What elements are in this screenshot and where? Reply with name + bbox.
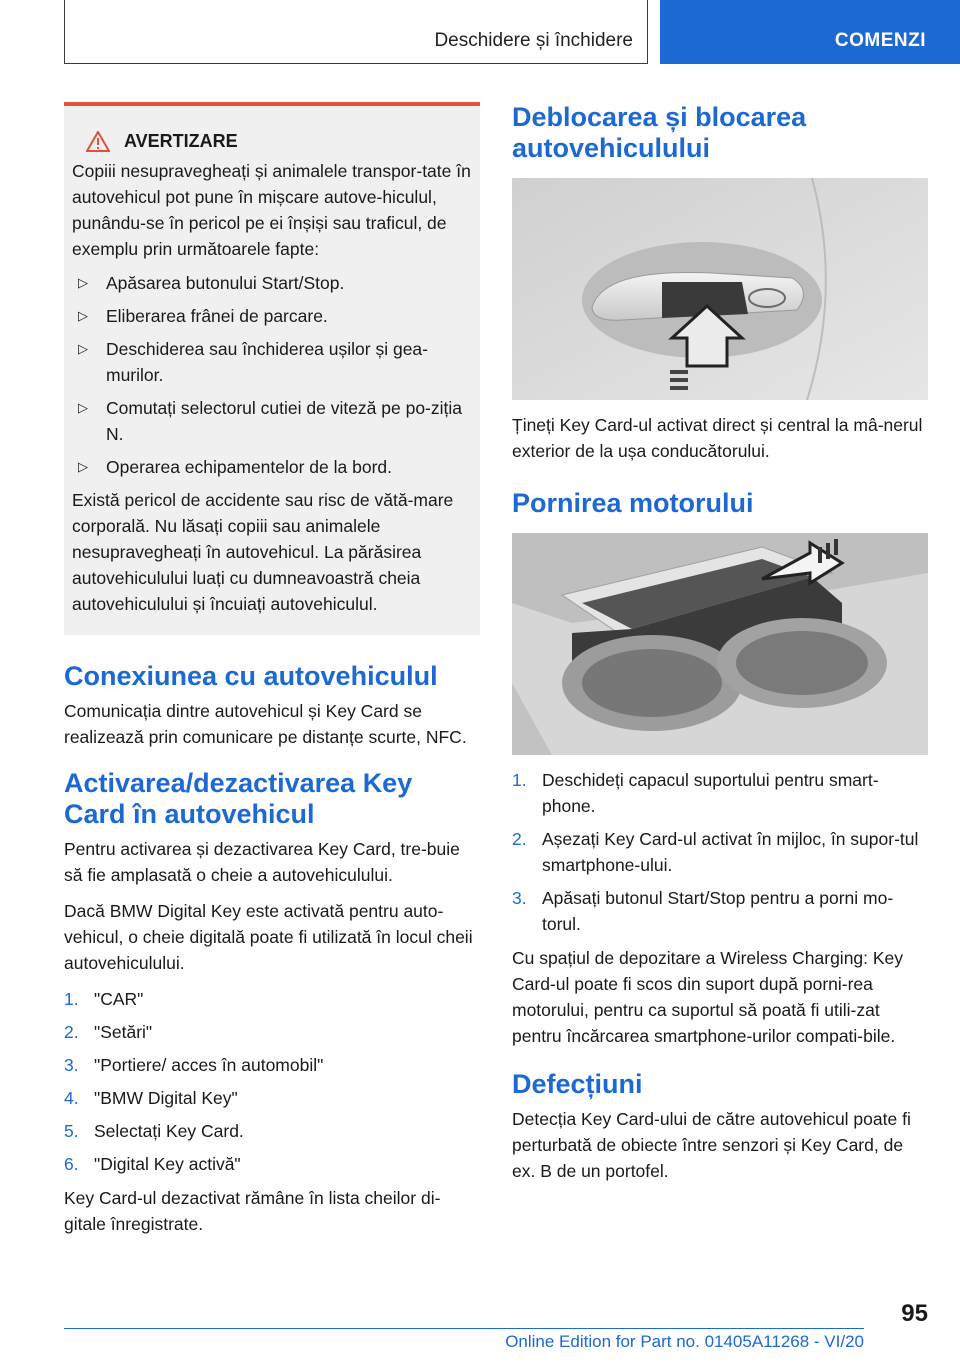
smartphone-holder-image — [512, 533, 928, 755]
header-section-box — [64, 0, 648, 64]
connection-heading: Conexiunea cu autovehiculul — [64, 661, 438, 691]
bullet-triangle-icon: ▷ — [78, 275, 88, 290]
warning-conclusion: Există pericol de accidente sau risc de vătă-mare corporală. Nu lăsați copiii sau animalele nesupravegheați în autovehicul. La părăsirea autovehiculului luați cu dumneavoastră cheia autovehiculului și încuiați autovehiculul. — [72, 490, 454, 614]
list-item: 6. "Digital Key activă" — [64, 1154, 241, 1174]
warning-box — [64, 102, 480, 635]
smartphone-holder-illustration — [512, 533, 928, 755]
door-handle-illustration — [512, 178, 928, 400]
warning-list — [72, 270, 472, 480]
unlock-caption: Țineți Key Card-ul activat direct și central la mâ-nerul exterior de la ușa conducătorului. — [512, 415, 923, 461]
bullet-triangle-icon: ▷ — [78, 400, 88, 415]
warning-triangle-icon — [86, 131, 110, 152]
door-handle-image — [512, 178, 928, 400]
right-column — [512, 102, 928, 1194]
start-steps — [512, 767, 928, 937]
start-after: Cu spațiul de depozitare a Wireless Charging: Key Card-ul poate fi scos din suport după porni-rea motorului, pentru ca suportul să poată fi utili-zat pentru încărcarea smartphone-urilor compati-bile. — [512, 948, 904, 1046]
activation-text-1: Pentru activarea și dezactivarea Key Card, tre-buie să fie amplasată o cheie a autovehiculului. — [64, 839, 460, 885]
header-chapter-box — [660, 0, 960, 64]
list-item: ▷ Eliberarea frânei de parcare. — [72, 303, 472, 329]
list-item: 2. "Setări" — [64, 1022, 153, 1042]
connection-text: Comunicația dintre autovehicul și Key Card se realizează prin comunicare pe distanțe scurte, NFC. — [64, 701, 467, 747]
list-item: ▷ Operarea echipamentelor de la bord. — [72, 454, 472, 480]
list-item: ▷ Apăsarea butonului Start/Stop. — [72, 270, 472, 296]
list-item: 1. "CAR" — [64, 989, 144, 1009]
list-item: ▷ Comutați selectorul cutiei de viteză pe po-ziția N. — [72, 395, 472, 447]
activation-heading: Activarea/dezactivarea Key Card în autovehicul — [64, 768, 413, 829]
bullet-triangle-icon: ▷ — [78, 459, 88, 474]
header-chapter-title: COMENZI — [834, 30, 926, 51]
page-number: 95 — [901, 1300, 928, 1327]
list-item: 3. Apăsați butonul Start/Stop pentru a porni mo-torul. — [512, 888, 894, 934]
header-section-title: Deschidere și închidere — [434, 30, 633, 51]
warning-intro: Copiii nesupravegheați și animalele transpor-tate în autovehicul pot pune în mișcare autove-hiculul, punându-se în pericol pe ei înșiși sau traficul, de exemplu prin următoarele fapte: — [72, 161, 471, 259]
list-item: 3. "Portiere/ acces în automobil" — [64, 1055, 324, 1075]
warning-title-text: AVERTIZARE — [124, 131, 238, 151]
activation-steps — [64, 986, 480, 1177]
list-item: 1. Deschideți capacul suportului pentru smart-phone. — [512, 770, 879, 816]
footer-edition: Online Edition for Part no. 01405A11268 - VI/20 — [505, 1332, 864, 1351]
left-column — [64, 102, 480, 1247]
activation-after: Key Card-ul dezactivat rămâne în lista cheilor di-gitale înregistrate. — [64, 1188, 441, 1234]
warning-title — [72, 128, 472, 154]
list-item: ▷ Deschiderea sau închiderea ușilor și gea-murilor. — [72, 336, 472, 388]
list-item: 5. Selectați Key Card. — [64, 1121, 244, 1141]
list-item: 4. "BMW Digital Key" — [64, 1088, 238, 1108]
activation-text-2: Dacă BMW Digital Key este activată pentru auto-vehicul, o cheie digitală poate fi utilizată în locul cheii autovehiculului. — [64, 901, 473, 973]
bullet-triangle-icon: ▷ — [78, 308, 88, 323]
defects-heading: Defecțiuni — [512, 1069, 643, 1099]
start-heading: Pornirea motorului — [512, 488, 754, 518]
defects-text: Detecția Key Card-ului de către autovehicul poate fi perturbată de obiecte între senzori și Key Card, de ex. B de un portofel. — [512, 1109, 911, 1181]
bullet-triangle-icon: ▷ — [78, 341, 88, 356]
list-item: 2. Așezați Key Card-ul activat în mijloc, în supor-tul smartphone-ului. — [512, 829, 919, 875]
footer-divider — [64, 1328, 864, 1329]
unlock-heading: Deblocarea și blocarea autovehiculului — [512, 102, 807, 163]
